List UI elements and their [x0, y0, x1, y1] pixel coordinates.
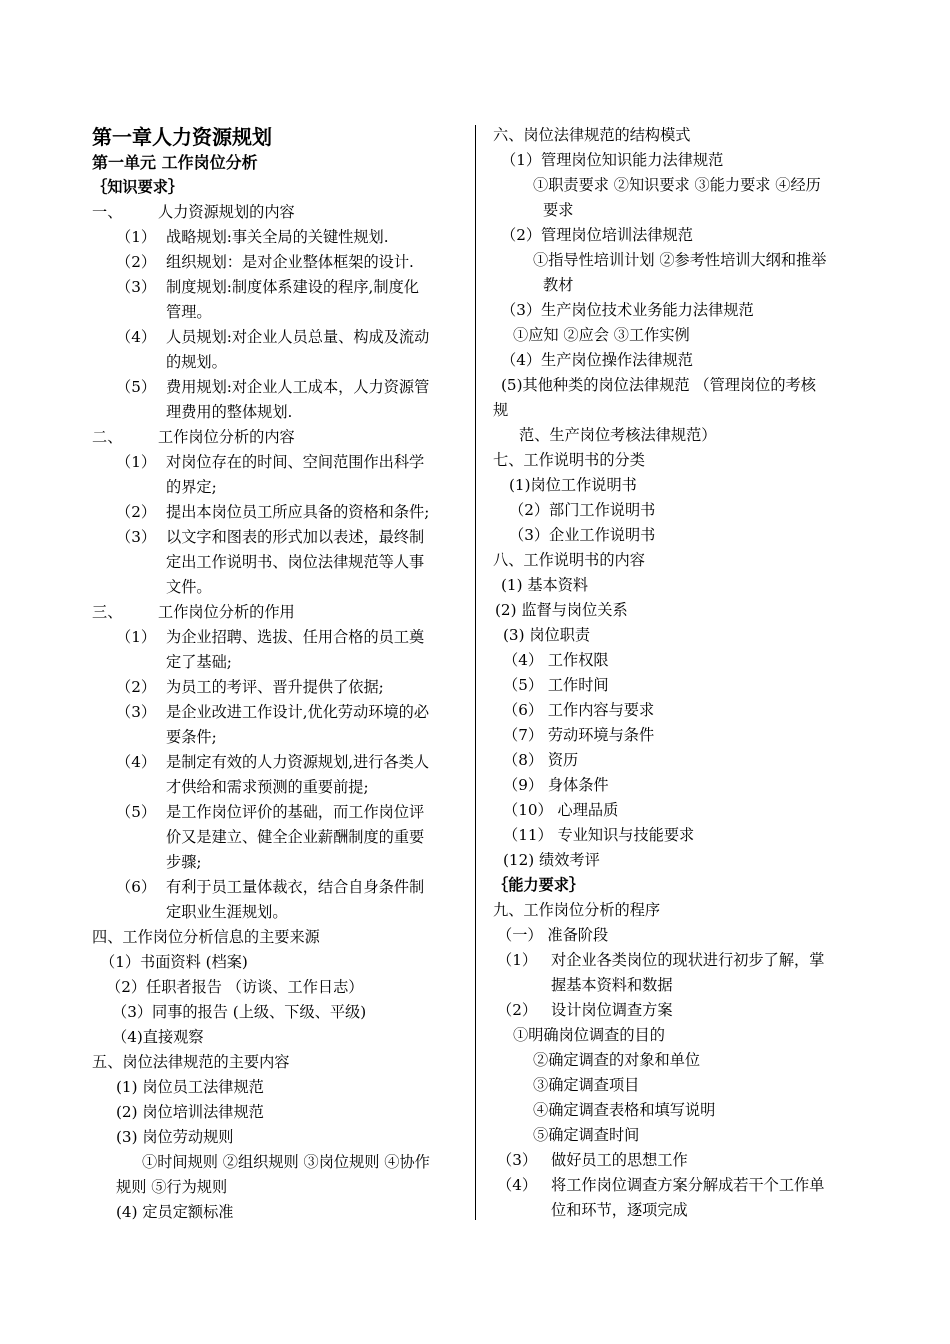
list-item-cont: 定了基础;: [166, 653, 232, 671]
list-item: （9） 身体条件: [503, 776, 609, 794]
list-item: （2）部门工作说明书: [509, 501, 656, 519]
list-item-sub: ①指导性培训计划 ②参考性培训大纲和推举: [533, 251, 827, 269]
list-item: （4） 工作权限: [503, 651, 609, 669]
list-item: (1) 基本资料: [501, 576, 589, 594]
list-item: (5)其他种类的岗位法律规范 （管理岗位的考核: [501, 376, 816, 394]
list-item: （7） 劳动环境与条件: [503, 726, 655, 744]
list-item-sub: ①职责要求 ②知识要求 ③能力要求 ④经历: [533, 176, 821, 194]
left-column: [92, 123, 467, 1225]
list-item: （3）同事的报告 (上级、下级、平级): [112, 1003, 367, 1021]
list-item: （1）书面资料 (档案): [100, 953, 248, 971]
list-item-cont: 定出工作说明书、岗位法律规范等人事: [166, 553, 425, 571]
list-item-cont: 步骤;: [166, 853, 202, 871]
list-item: (3) 岗位劳动规则: [116, 1128, 234, 1146]
list-item: (12) 绩效考评: [503, 851, 600, 869]
unit-title: 第一单元 工作岗位分析: [92, 153, 258, 172]
section-heading: 二、 工作岗位分析的内容: [92, 428, 295, 446]
list-item: （2） 组织规划：是对企业整体框架的设计.: [116, 253, 414, 271]
list-item: （5） 是工作岗位评价的基础，而工作岗位评: [116, 803, 425, 821]
list-item: （1） 为企业招聘、选拔、任用合格的员工奠: [116, 628, 425, 646]
list-item: （3） 制度规划:制度体系建设的程序,制度化: [116, 278, 419, 296]
list-item: （3） 做好员工的思想工作: [497, 1151, 688, 1169]
list-item-cont: 的规划。: [166, 353, 227, 371]
list-item-cont: 要条件;: [166, 728, 217, 746]
list-item: （5） 费用规划:对企业人工成本，人力资源管: [116, 378, 430, 396]
list-item-cont: 定职业生涯规划。: [166, 903, 288, 921]
list-item-cont: 位和环节，逐项完成: [551, 1201, 688, 1219]
list-item-cont: 文件。: [166, 578, 212, 596]
knowledge-header: ｛知识要求｝: [92, 178, 184, 196]
list-item: （3）生产岗位技术业务能力法律规范: [501, 301, 754, 319]
list-item: （10） 心理品质: [503, 801, 619, 819]
section-heading: 八、工作说明书的内容: [493, 551, 645, 569]
stage-heading: （一） 准备阶段: [497, 926, 609, 944]
list-item: （2） 设计岗位调查方案: [497, 1001, 673, 1019]
section-heading: 七、工作说明书的分类: [493, 451, 645, 469]
list-item: （4） 将工作岗位调查方案分解成若干个工作单: [497, 1176, 825, 1194]
list-item-cont: 规则 ⑤行为规则: [116, 1178, 228, 1196]
section-heading: 四、工作岗位分析信息的主要来源: [92, 928, 320, 946]
list-item-cont: 才供给和需求预测的重要前提;: [166, 778, 369, 796]
column-divider: [475, 125, 476, 1220]
list-item-sub: ⑤确定调查时间: [533, 1126, 640, 1144]
list-item-cont: 理费用的整体规划.: [166, 403, 293, 421]
list-item: （1） 对企业各类岗位的现状进行初步了解，掌: [497, 951, 825, 969]
list-item-sub: ①时间规则 ②组织规则 ③岗位规则 ④协作: [142, 1153, 430, 1171]
list-item-sub: ①明确岗位调查的目的: [513, 1026, 665, 1044]
list-item: （2） 提出本岗位员工所应具备的资格和条件;: [116, 503, 430, 521]
list-item: （2）任职者报告 （访谈、工作日志）: [106, 978, 364, 996]
list-item: （3） 以文字和图表的形式加以表述，最终制: [116, 528, 425, 546]
list-item: (2) 岗位培训法律规范: [116, 1103, 264, 1121]
section-heading: 一、 人力资源规划的内容: [92, 203, 295, 221]
list-item-cont: 教材: [543, 276, 574, 294]
list-item: （4)直接观察: [112, 1028, 204, 1046]
list-item: （6） 有利于员工量体裁衣，结合自身条件制: [116, 878, 425, 896]
right-column: [493, 123, 865, 1223]
list-item-cont: 管理。: [166, 303, 212, 321]
list-item: (3) 岗位职责: [503, 626, 591, 644]
list-item-sub: ③确定调查项目: [533, 1076, 640, 1094]
list-item: （5） 工作时间: [503, 676, 609, 694]
section-heading: 五、岗位法律规范的主要内容: [92, 1053, 290, 1071]
section-heading: 三、 工作岗位分析的作用: [92, 603, 295, 621]
list-item-sub: ①应知 ②应会 ③工作实例: [513, 326, 690, 344]
list-item-cont: 范、生产岗位考核法律规范）: [519, 426, 717, 444]
list-item: （11） 专业知识与技能要求: [503, 826, 695, 844]
list-item: (4) 定员定额标准: [116, 1203, 234, 1221]
list-item-cont: 的界定;: [166, 478, 217, 496]
list-item-cont: 规: [493, 401, 509, 419]
list-item: （6） 工作内容与要求: [503, 701, 655, 719]
list-item-cont: 要求: [543, 201, 574, 219]
list-item: （2）管理岗位培训法律规范: [501, 226, 693, 244]
list-item: （4） 是制定有效的人力资源规划,进行各类人: [116, 753, 430, 771]
section-heading: 九、工作岗位分析的程序: [493, 901, 661, 919]
list-item: (2) 监督与岗位关系: [495, 601, 628, 619]
list-item: (1) 岗位员工法律规范: [116, 1078, 264, 1096]
list-item: （4）生产岗位操作法律规范: [501, 351, 693, 369]
list-item: （1） 战略规划:事关全局的关键性规划.: [116, 228, 389, 246]
list-item: （8） 资历: [503, 751, 579, 769]
list-item-sub: ②确定调查的对象和单位: [533, 1051, 701, 1069]
list-item: （3） 是企业改进工作设计,优化劳动环境的必: [116, 703, 430, 721]
chapter-title: 第一章人力资源规划: [92, 125, 272, 149]
section-heading: 六、岗位法律规范的结构模式: [493, 126, 691, 144]
list-item-cont: 价又是建立、健全企业薪酬制度的重要: [166, 828, 425, 846]
list-item: （4） 人员规划:对企业人员总量、构成及流动: [116, 328, 430, 346]
list-item: （3）企业工作说明书: [509, 526, 656, 544]
ability-header: ｛能力要求｝: [493, 876, 585, 894]
list-item-cont: 握基本资料和数据: [551, 976, 673, 994]
list-item: （1）管理岗位知识能力法律规范: [501, 151, 724, 169]
list-item: （1） 对岗位存在的时间、空间范围作出科学: [116, 453, 425, 471]
list-item: （2） 为员工的考评、晋升提供了依据;: [116, 678, 384, 696]
list-item: (1)岗位工作说明书: [509, 476, 637, 494]
list-item-sub: ④确定调查表格和填写说明: [533, 1101, 716, 1119]
